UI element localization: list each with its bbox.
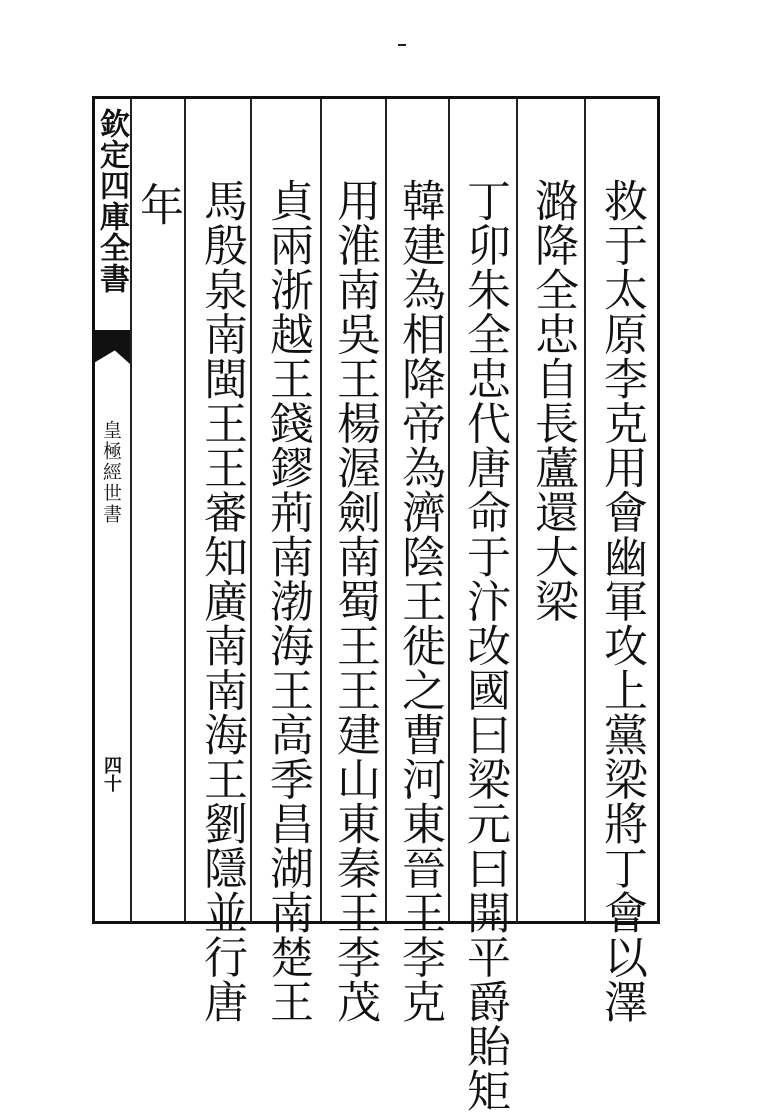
text-column-1: 救于太原李克用會幽軍攻上黨梁將丁會以澤 xyxy=(596,178,647,1024)
text-column-5: 用淮南吳王楊渥劍南蜀王王建山東秦王李茂 xyxy=(329,178,380,1024)
margin-book-title: 皇極經世書 xyxy=(100,420,122,525)
top-mark xyxy=(398,44,406,46)
margin-title: 欽定四庫全書 xyxy=(94,108,129,294)
text-column-3: 丁卯朱全忠代唐命于汴改國曰梁元曰開平爵貽矩 xyxy=(459,178,510,1113)
text-column-7: 馬殷泉南閩王王審知廣南南海王劉隱並行唐 xyxy=(196,178,247,1024)
column-rule xyxy=(385,99,387,921)
column-rule xyxy=(584,99,586,921)
column-rule xyxy=(320,99,322,921)
column-rule xyxy=(516,99,518,921)
text-column-2: 潞降全忠自長蘆還大梁 xyxy=(527,178,578,623)
text-column-6: 貞兩浙越王錢鏐荊南渤海王高季昌湖南楚王 xyxy=(262,178,313,1024)
margin-page-number: 四十 xyxy=(101,756,122,792)
text-column-4: 韓建為相降帝為濟陰王徙之曹河東晉王李克 xyxy=(394,178,445,1024)
text-column-8: 年 xyxy=(132,182,183,227)
